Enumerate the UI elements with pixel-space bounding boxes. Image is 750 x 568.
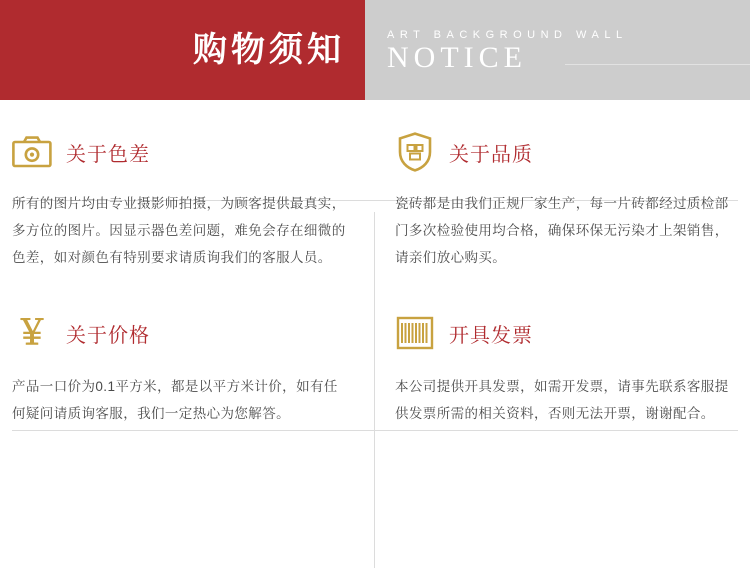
header-divider-rule: [565, 64, 750, 65]
section-title: 关于品质: [449, 143, 533, 166]
header-notice-word: NOTICE: [387, 41, 527, 74]
notice-section-color: [0, 100, 375, 281]
yen-price-icon: ￥: [15, 314, 49, 352]
section-body: 瓷砖都是由我们正规厂家生产，每一片砖都经过质检部门多次检验使用均合格，确保环保无污染才上架销售，请亲们放心购买。: [395, 196, 729, 265]
page-title: 购物须知: [193, 31, 345, 69]
section-title: 关于色差: [66, 143, 150, 166]
camera-icon: [12, 131, 52, 173]
section-body: 所有的图片均由专业摄影师拍摄，为顾客提供最真实，多方位的图片。因显示器色差问题，难免会存在细微的色差，如对颜色有特别要求请质询我们的客服人员。: [12, 196, 346, 265]
notice-section-invoice: [375, 281, 750, 437]
header-subtitle: ART BACKGROUND WALL: [387, 29, 628, 41]
section-header: [12, 309, 347, 357]
page-header: [0, 0, 750, 100]
invoice-icon: [395, 312, 435, 354]
section-header: [395, 309, 730, 357]
section-body: 产品一口价为0.1平方米，都是以平方米计价，如有任何疑问请质询客服，我们一定热心为您解答。: [12, 379, 338, 421]
section-body: 本公司提供开具发票，如需开发票，请事先联系客服提供发票所需的相关资料，否则无法开票，谢谢配合。: [395, 379, 729, 421]
notice-grid: [0, 100, 750, 568]
header-subtitle-band: [365, 0, 750, 100]
section-title: 开具发票: [449, 324, 533, 347]
header-title-band: [0, 0, 365, 100]
section-title: 关于价格: [66, 324, 150, 347]
section-header: [395, 128, 730, 176]
section-header: [12, 128, 347, 176]
notice-section-quality: [375, 100, 750, 281]
shield-quality-icon: [395, 131, 435, 173]
notice-section-price: [0, 281, 375, 437]
